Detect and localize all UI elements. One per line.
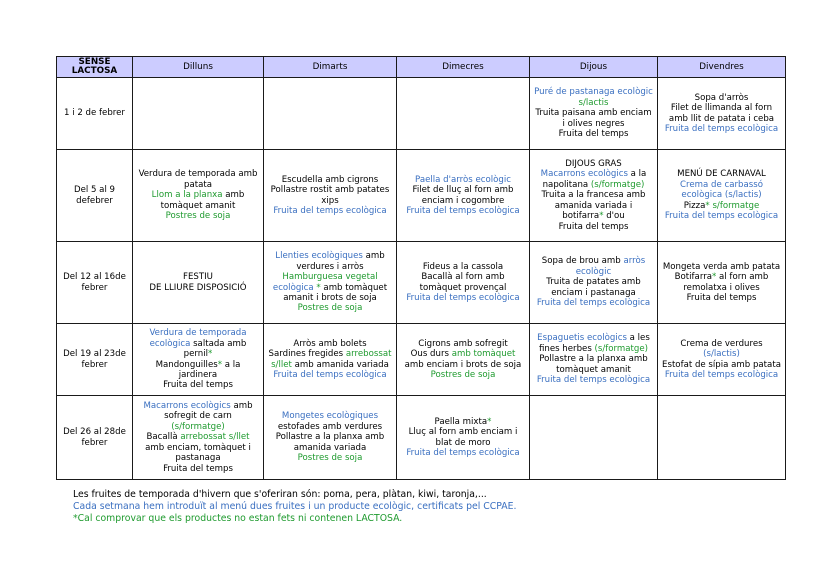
menu-cell-tuesday — [264, 242, 397, 324]
menu-text: DE LLIURE DISPOSICIÓ — [149, 282, 247, 293]
menu-line — [661, 201, 782, 211]
menu-line — [267, 432, 393, 442]
menu-text: al forn amb — [716, 272, 769, 283]
menu-text: enciam i pastanaga — [551, 287, 636, 298]
menu-text: Estofat de sípia amb patata — [662, 359, 781, 370]
menu-text: Fruita del temps — [163, 380, 233, 391]
week-label — [57, 324, 133, 396]
menu-text: Mongetes ecològiques — [281, 411, 379, 422]
week-label-line: Del 5 al 9 de — [73, 185, 116, 206]
menu-text: arrebossat — [345, 349, 392, 360]
menu-cell-tuesday — [264, 78, 397, 150]
menu-text: Pollastre a la planxa amb — [539, 354, 648, 365]
menu-line — [533, 267, 654, 277]
menu-line — [267, 196, 393, 206]
menu-line — [267, 443, 393, 453]
menu-text: Fruita del temps ecològica — [273, 205, 387, 216]
menu-text: Fruita del temps ecològica — [406, 292, 520, 303]
menu-text: amb — [230, 401, 253, 412]
menu-text: amanit i brots de soja — [283, 292, 377, 303]
menu-text: Fruita del temps ecològica — [664, 123, 779, 134]
menu-line — [136, 272, 260, 282]
menu-line — [661, 124, 782, 134]
footnotes — [73, 489, 516, 526]
menu-text: arrebossat s/llet — [180, 432, 250, 443]
menu-text: Fruita del temps ecològica — [536, 298, 651, 309]
menu-text: amb amanida variada — [291, 359, 389, 370]
menu-line — [400, 196, 526, 206]
menu-line — [136, 370, 260, 380]
menu-line — [267, 293, 393, 303]
menu-line — [136, 328, 260, 338]
menu-text: Sopa d'arròs — [694, 92, 749, 103]
menu-line — [136, 453, 260, 463]
week-label-line: Del 12 al 16 — [63, 272, 116, 283]
menu-cell-monday — [133, 324, 264, 396]
day-header-friday: Divendres — [658, 57, 786, 78]
menu-text: Fruita del temps ecològica — [536, 375, 651, 386]
menu-line — [400, 283, 526, 293]
menu-text: amb tomàquet — [323, 282, 388, 293]
menu-text: (s/lactis) — [703, 349, 740, 360]
menu-text: Truita paisana amb enciam — [535, 108, 652, 119]
menu-text: Macarrons ecològics — [540, 169, 628, 180]
menu-text: pernil — [183, 349, 209, 360]
menu-line — [533, 354, 654, 364]
menu-text: Paella d'arròs ecològic — [415, 174, 511, 185]
week-label — [57, 78, 133, 150]
menu-text: amb tomàquet — [451, 349, 516, 360]
day-header-thursday: Dijous — [530, 57, 658, 78]
menu-text: ecològica — [272, 282, 314, 293]
menu-text: arròs — [623, 256, 646, 267]
menu-text: jardinera — [178, 369, 218, 380]
menu-line — [136, 464, 260, 474]
menu-line — [267, 185, 393, 195]
menu-text: Postres de soja — [297, 453, 363, 464]
menu-cell-friday — [658, 78, 786, 150]
menu-cell-friday — [658, 242, 786, 324]
menu-line — [400, 262, 526, 272]
footnote-lactose: *Cal comprovar que els productes no estan fets ni contenen LACTOSA. — [73, 513, 403, 525]
menu-text: i olives negres — [562, 118, 625, 129]
week-label — [57, 150, 133, 242]
menu-line — [267, 303, 393, 313]
menu-line — [661, 93, 782, 103]
menu-text: Cigrons amb sofregit — [418, 338, 508, 349]
menu-line — [400, 339, 526, 349]
menu-text: (s/formatge) — [590, 179, 645, 190]
menu-cell-wednesday — [397, 78, 530, 150]
day-header-monday: Dilluns — [133, 57, 264, 78]
menu-line — [136, 432, 260, 442]
menu-line — [136, 211, 260, 221]
menu-line — [400, 349, 526, 359]
menu-text: Fruita del temps — [686, 292, 757, 303]
menu-cell-wednesday — [397, 150, 530, 242]
menu-text: tomàquet amanit — [160, 200, 236, 211]
menu-text: MENÚ DE CARNAVAL — [677, 169, 766, 180]
menu-cell-thursday — [530, 324, 658, 396]
menu-cell-monday — [133, 396, 264, 480]
menu-text: s/lactis — [578, 97, 609, 108]
day-header-tuesday: Dimarts — [264, 57, 397, 78]
menu-line — [533, 98, 654, 108]
menu-text: Arròs amb bolets — [293, 338, 367, 349]
corner-line: LACTOSA — [71, 66, 118, 76]
menu-cell-wednesday — [397, 242, 530, 324]
menu-line — [267, 349, 393, 359]
menu-text: a la — [627, 169, 647, 180]
menu-text: Fruita del temps ecològica — [273, 369, 387, 380]
menu-line — [533, 277, 654, 287]
menu-text: amanida variada i — [554, 200, 633, 211]
menu-cell-friday — [658, 396, 786, 480]
menu-text: Bacallà — [146, 432, 181, 443]
menu-line — [533, 256, 654, 266]
menu-text: a les — [626, 333, 650, 344]
week-label-line: de febrer — [81, 349, 126, 370]
menu-line — [533, 180, 654, 190]
menu-cell-monday — [133, 150, 264, 242]
menu-text: * — [599, 211, 604, 222]
week-row — [57, 242, 786, 324]
menu-text: amb enciam, tomàquet i — [145, 442, 251, 453]
footnote-fruits: Les fruites de temporada d'hivern que s'oferiran són: poma, pera, plàtan, kiwi, taronja,... — [73, 489, 487, 500]
menu-line — [400, 272, 526, 282]
menu-cell-thursday — [530, 396, 658, 480]
menu-text: DIJOUS GRAS — [565, 159, 622, 170]
week-label-line: Del 19 al 23 — [63, 349, 116, 360]
menu-text: Botifarra — [674, 272, 713, 283]
menu-line — [661, 262, 782, 272]
menu-line — [267, 422, 393, 432]
menu-line — [661, 370, 782, 380]
week-label-line: de febrer — [81, 427, 126, 448]
menu-line — [661, 190, 782, 200]
menu-line — [400, 417, 526, 427]
menu-text: amb enciam i brots de soja — [404, 359, 522, 370]
menu-text: tomàquet provençal — [419, 282, 507, 293]
menu-text: * — [487, 416, 492, 427]
week-row — [57, 396, 786, 480]
menu-line — [267, 251, 393, 261]
menu-line — [533, 211, 654, 221]
menu-text: botifarra — [562, 211, 600, 222]
menu-text: Verdura de temporada — [149, 328, 247, 339]
menu-text: Fideus a la cassola — [422, 261, 504, 272]
menu-cell-wednesday — [397, 324, 530, 396]
menu-line — [533, 169, 654, 179]
menu-line — [533, 333, 654, 343]
menu-text: Fruita del temps — [163, 463, 233, 474]
menu-line — [136, 349, 260, 359]
menu-text: * — [217, 359, 223, 370]
menu-text: Bacallà al forn amb — [421, 272, 505, 283]
menu-text: Pollastre rostit amb patates — [270, 185, 390, 196]
menu-line — [533, 375, 654, 385]
menu-cell-friday — [658, 150, 786, 242]
menu-text: Crema de verdures — [680, 338, 763, 349]
menu-text: amb — [222, 190, 245, 201]
menu-text: Fruita del temps ecològica — [664, 369, 779, 380]
menu-line — [400, 175, 526, 185]
menu-text: Puré de pastanaga ecològic — [534, 87, 653, 98]
menu-text: blat de moro — [435, 437, 491, 448]
menu-line — [267, 206, 393, 216]
menu-line — [400, 427, 526, 437]
menu-line — [661, 114, 782, 124]
menu-text: fines herbes — [538, 343, 595, 354]
menu-line — [661, 349, 782, 359]
menu-text: Fruita del temps ecològica — [664, 211, 779, 222]
menu-text: Fruita del temps ecològica — [406, 447, 520, 458]
menu-line — [267, 370, 393, 380]
menu-text: remolatxa i olives — [683, 282, 760, 293]
corner-line: SENSE — [78, 56, 111, 67]
menu-cell-monday — [133, 78, 264, 150]
menu-text: enciam i cogombre — [421, 195, 505, 206]
menu-text: amb — [362, 251, 385, 262]
menu-line — [136, 443, 260, 453]
menu-text: d'ou — [603, 211, 625, 222]
menu-body — [57, 78, 786, 480]
menu-text: Paella mixta — [434, 416, 488, 427]
menu-line — [136, 190, 260, 200]
menu-line — [533, 159, 654, 169]
menu-line — [400, 448, 526, 458]
menu-line — [136, 201, 260, 211]
menu-text: saltada amb — [190, 338, 247, 349]
menu-line — [136, 411, 260, 421]
week-row — [57, 324, 786, 396]
menu-text: Macarrons ecològics — [143, 401, 231, 412]
menu-text: verdures i arròs — [296, 261, 364, 272]
menu-text: Fruita del temps ecològica — [406, 205, 520, 216]
menu-line — [533, 298, 654, 308]
menu-text: ecològica — [149, 338, 191, 349]
menu-text: Llom a la planxa — [151, 190, 223, 201]
menu-text: s/llet — [271, 359, 292, 370]
menu-line — [136, 180, 260, 190]
menu-text: Mandonguilles — [155, 359, 218, 370]
menu-line — [533, 190, 654, 200]
menu-line — [533, 365, 654, 375]
menu-line — [136, 401, 260, 411]
menu-line — [267, 360, 393, 370]
menu-line — [267, 283, 393, 293]
menu-text: * — [208, 349, 213, 360]
menu-line — [400, 438, 526, 448]
menu-text: Mongeta verda amb patata — [662, 261, 781, 272]
menu-text: napolitana — [542, 179, 591, 190]
menu-line — [400, 293, 526, 303]
menu-cell-tuesday — [264, 324, 397, 396]
menu-line — [136, 360, 260, 370]
menu-text: estofades amb verdures — [277, 421, 383, 432]
menu-text: Ous durs — [410, 349, 452, 360]
menu-line — [136, 422, 260, 432]
menu-text: * — [712, 272, 717, 283]
menu-text: Filet de lluç al forn amb — [412, 185, 514, 196]
menu-line — [661, 272, 782, 282]
menu-text: * — [313, 282, 324, 293]
menu-text: amanida variada — [293, 442, 367, 453]
week-row — [57, 150, 786, 242]
menu-text: (s/formatge) — [594, 343, 649, 354]
menu-text: tomàquet amanit — [556, 364, 631, 375]
menu-line — [267, 262, 393, 272]
menu-text: amb llit de patata i ceba — [668, 113, 775, 124]
week-label — [57, 396, 133, 480]
menu-text: pastanaga — [175, 453, 221, 464]
footnote-ecological: Cada setmana hem introduït al menú dues fruites i un producte ecològic, certificats pel CCPAE. — [73, 501, 517, 513]
menu-line — [533, 87, 654, 97]
menu-line — [267, 411, 393, 421]
menu-line — [533, 288, 654, 298]
menu-line — [533, 119, 654, 129]
menu-cell-tuesday — [264, 396, 397, 480]
menu-text: ecològic — [575, 266, 612, 277]
menu-line — [136, 380, 260, 390]
corner-header — [57, 57, 133, 78]
menu-line — [400, 360, 526, 370]
week-label-line: febrer — [86, 195, 113, 206]
menu-line — [267, 339, 393, 349]
menu-line — [533, 129, 654, 139]
menu-line — [661, 283, 782, 293]
menu-line — [533, 201, 654, 211]
menu-text: * s/formatge — [705, 200, 760, 211]
menu-text: Sopa de brou amb — [541, 256, 624, 267]
menu-line — [661, 360, 782, 370]
menu-cell-thursday — [530, 242, 658, 324]
menu-text: Espaguetis ecològics — [537, 333, 627, 344]
menu-text: Escudella amb cigrons — [281, 174, 379, 185]
menu-cell-friday — [658, 324, 786, 396]
menu-text: a la — [222, 359, 241, 370]
menu-text: Filet de llimanda al forn — [670, 103, 773, 114]
menu-cell-thursday — [530, 78, 658, 150]
menu-text: Crema de carbassó — [680, 179, 763, 190]
week-label — [57, 242, 133, 324]
menu-line — [400, 370, 526, 380]
menu-cell-monday — [133, 242, 264, 324]
menu-text: Postres de soja — [297, 303, 363, 314]
menu-line — [136, 169, 260, 179]
week-label-line: Del 26 al 28 — [63, 427, 116, 438]
menu-line — [661, 339, 782, 349]
week-label-line: 1 i 2 de febrer — [64, 108, 125, 119]
menu-line — [533, 108, 654, 118]
menu-text: Fruita del temps — [558, 129, 629, 140]
menu-cell-tuesday — [264, 150, 397, 242]
menu-text: Pollastre a la planxa amb — [275, 432, 385, 443]
menu-text: Hamburguesa vegetal — [282, 272, 378, 283]
menu-text: (s/formatge) — [171, 421, 225, 432]
menu-text: sofregit de carn — [164, 411, 232, 422]
week-label-line: de febrer — [81, 272, 126, 293]
menu-cell-thursday — [530, 150, 658, 242]
menu-text: FESTIU — [183, 272, 213, 283]
menu-text: Llenties ecològiques — [275, 251, 363, 262]
menu-line — [267, 272, 393, 282]
menu-text: Sardines fregides — [268, 349, 346, 360]
menu-text: patata — [184, 179, 212, 190]
menu-line — [267, 453, 393, 463]
menu-text: Truita a la francesa amb — [541, 190, 646, 201]
menu-text: Pizza — [683, 200, 706, 211]
menu-text: Postres de soja — [430, 369, 496, 380]
menu-text: Verdura de temporada amb — [138, 169, 258, 180]
menu-line — [661, 211, 782, 221]
menu-line — [661, 169, 782, 179]
menu-text: Lluç al forn amb enciam i — [408, 427, 518, 438]
menu-line — [400, 206, 526, 216]
menu-line — [533, 344, 654, 354]
menu-table — [56, 56, 786, 480]
menu-line — [267, 175, 393, 185]
menu-text: Fruita del temps — [558, 221, 629, 232]
day-header-wednesday: Dimecres — [397, 57, 530, 78]
menu-line — [136, 283, 260, 293]
week-row — [57, 78, 786, 150]
menu-line — [136, 339, 260, 349]
menu-line — [661, 293, 782, 303]
menu-text: Postres de soja — [165, 211, 231, 222]
menu-line — [400, 185, 526, 195]
menu-line — [661, 180, 782, 190]
menu-cell-wednesday — [397, 396, 530, 480]
menu-text: ecològica (s/lactis) — [681, 190, 762, 201]
menu-line — [661, 103, 782, 113]
menu-text: xips — [321, 195, 339, 206]
menu-line — [533, 222, 654, 232]
header-row — [57, 57, 786, 78]
menu-text: Truita de patates amb — [546, 277, 641, 288]
